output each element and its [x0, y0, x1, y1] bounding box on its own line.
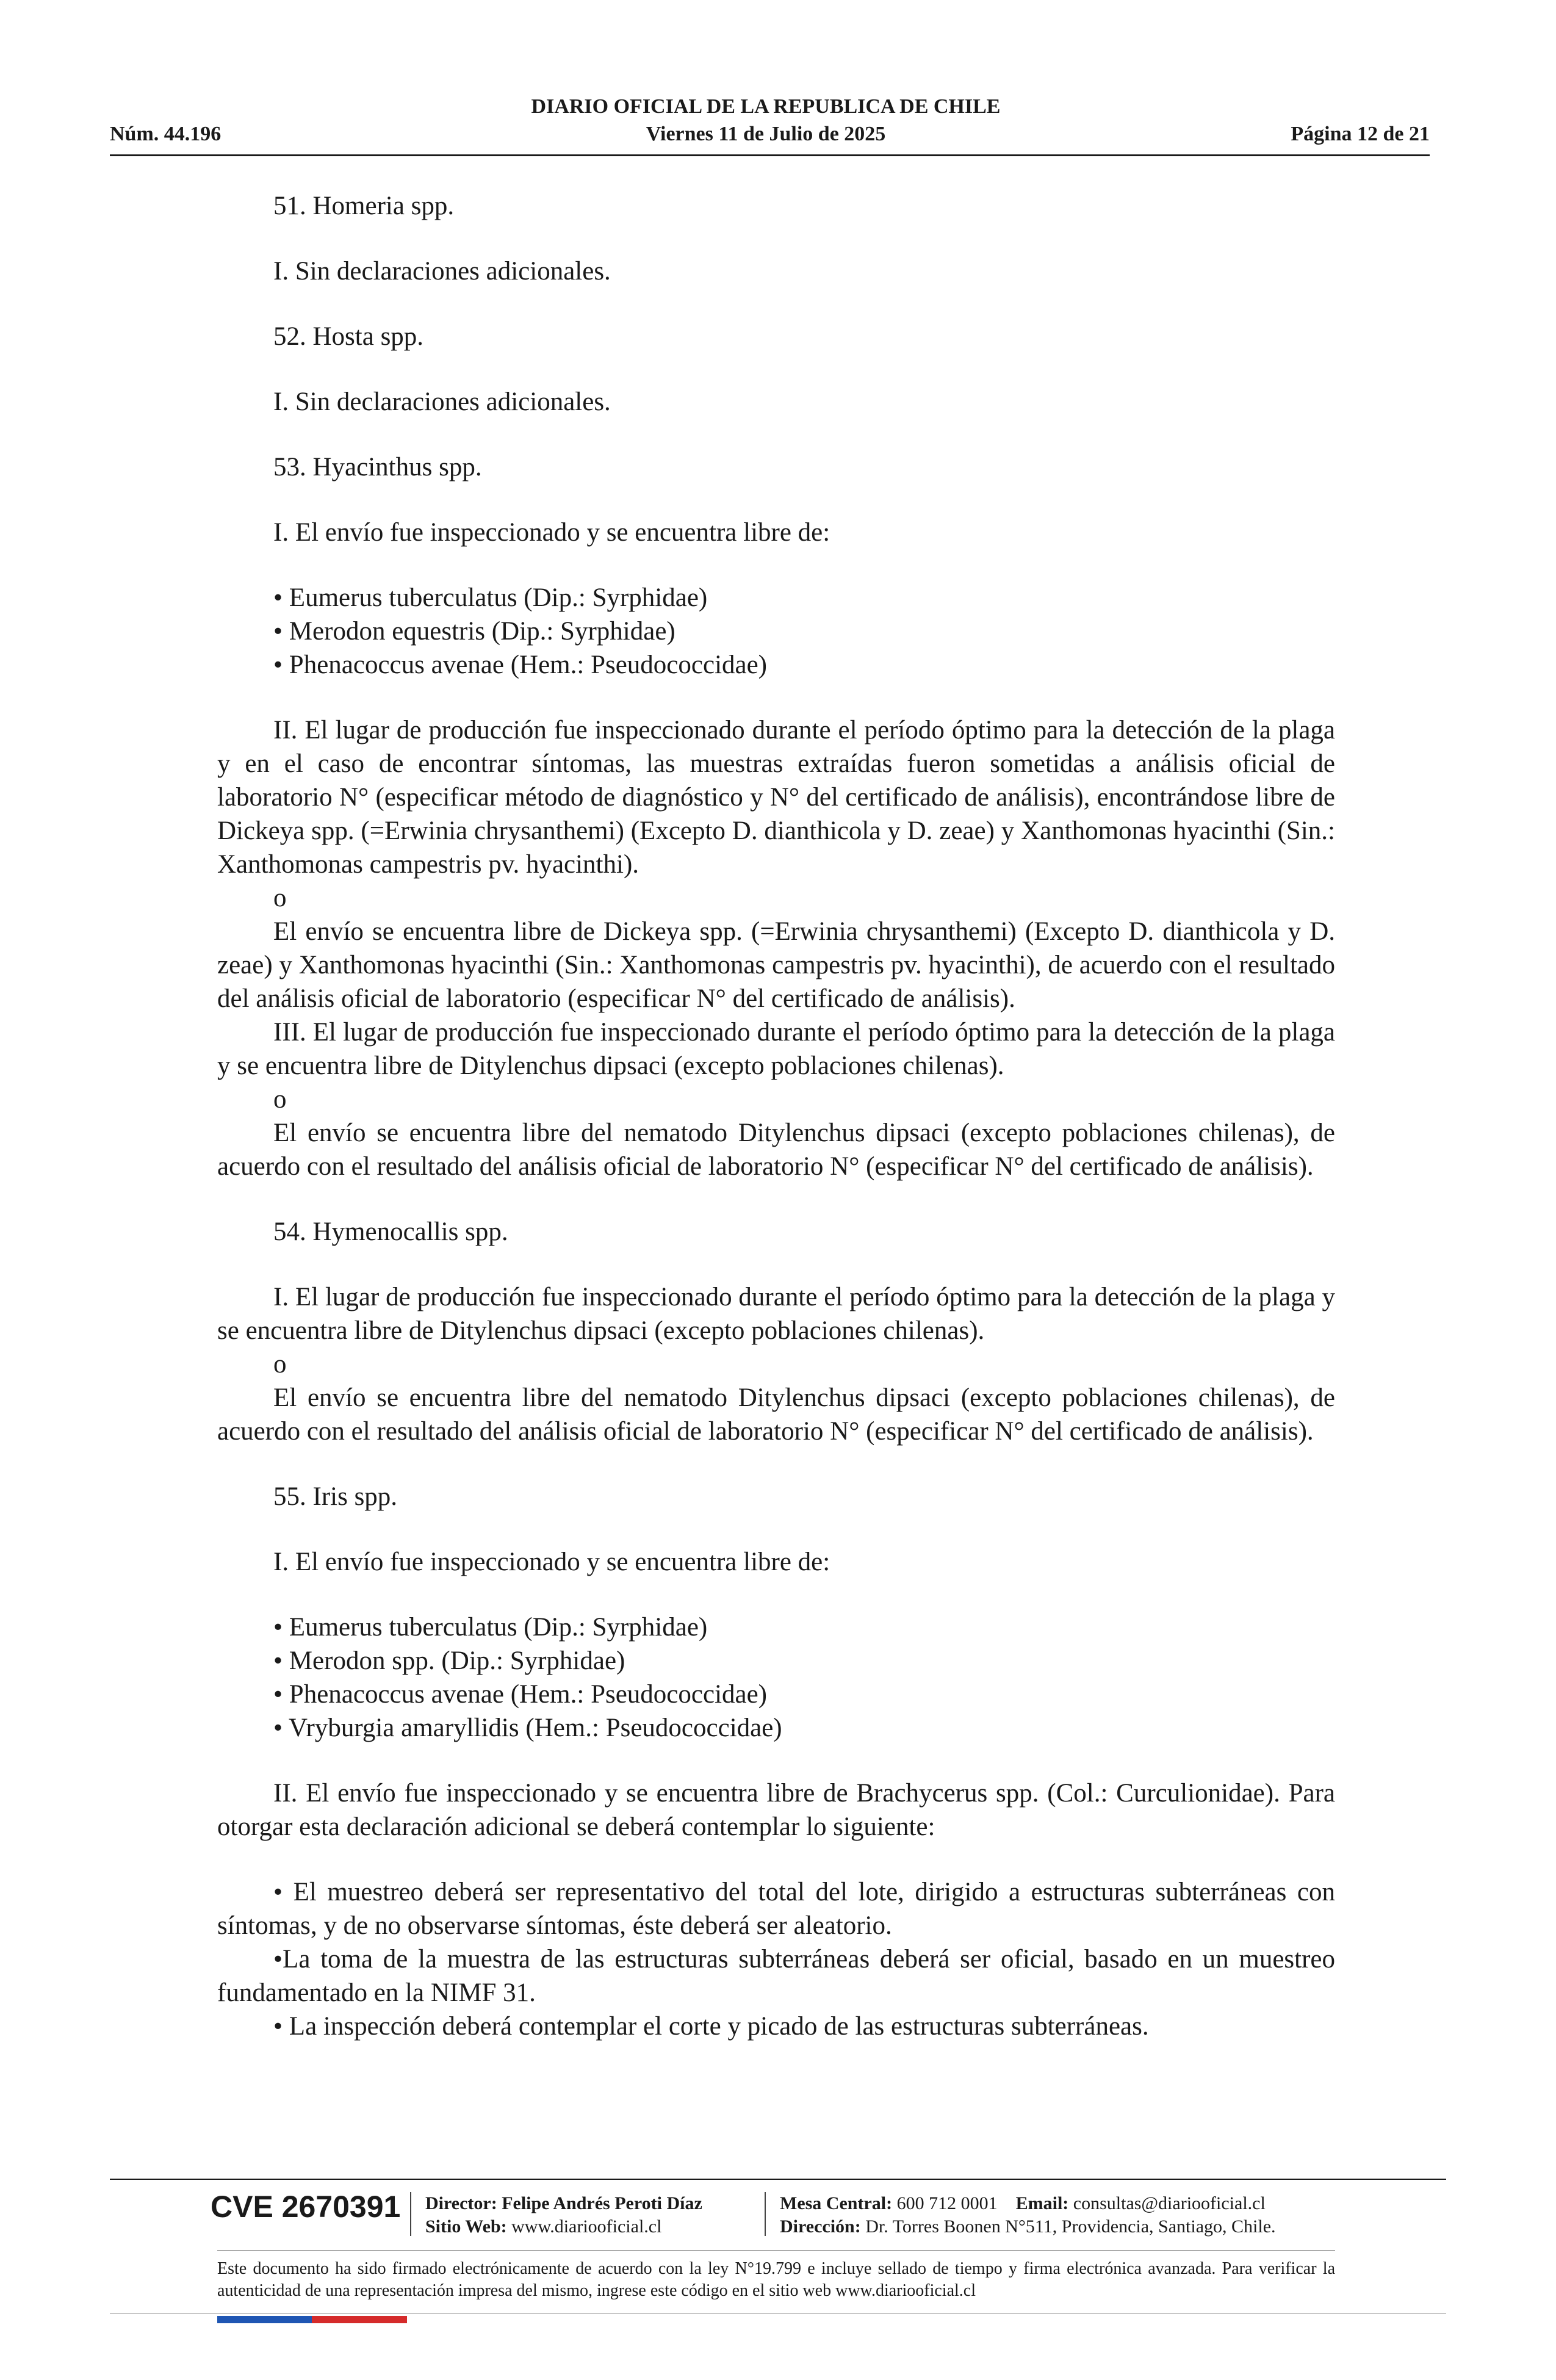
- section-heading-54: 54. Hymenocallis spp.: [273, 1217, 508, 1246]
- section-heading-51: 51. Homeria spp.: [273, 192, 455, 220]
- alternative-marker: o: [273, 1350, 287, 1379]
- list-item: • Eumerus tuberculatus (Dip.: Syrphidae): [273, 1613, 708, 1642]
- cve-code: CVE 2670391: [211, 2190, 401, 2224]
- alternative-marker: o: [273, 1085, 287, 1114]
- issue-number: Núm. 44.196: [110, 123, 222, 145]
- paragraph: I. El envío fue inspeccionado y se encuentra libre de:: [273, 1548, 830, 1576]
- paragraph: I. El lugar de producción fue inspeccionado durante el período óptimo para la detección de la plaga y se encuentra libre de Ditylenchus dipsaci (excepto poblaciones chilenas).: [217, 1283, 1335, 1345]
- section-heading-52: 52. Hosta spp.: [273, 322, 424, 351]
- list-item: • Eumerus tuberculatus (Dip.: Syrphidae): [273, 583, 708, 612]
- email-link[interactable]: consultas@diariooficial.cl: [1073, 2193, 1266, 2213]
- list-item: • La inspección deberá contemplar el corte y picado de las estructuras subterráneas.: [273, 2012, 1149, 2041]
- footer-address: [780, 2215, 1276, 2238]
- footer-separator: [765, 2192, 766, 2236]
- footer-contact: [780, 2192, 1266, 2215]
- paragraph: I. Sin declaraciones adicionales.: [273, 388, 611, 416]
- list-item: • Merodon spp. (Dip.: Syrphidae): [273, 1646, 625, 1675]
- page-indicator: Página 12 de 21: [1291, 123, 1430, 145]
- director-name: Felipe Andrés Peroti Díaz: [502, 2193, 702, 2213]
- footer-thin-divider: [217, 2250, 1335, 2251]
- header-divider: [110, 154, 1430, 156]
- footer-divider: [110, 2179, 1446, 2180]
- list-item: • Merodon equestris (Dip.: Syrphidae): [273, 617, 675, 646]
- paragraph: I. Sin declaraciones adicionales.: [273, 257, 611, 286]
- flag-stripe-blue: [217, 2316, 312, 2323]
- website-link[interactable]: www.diariooficial.cl: [511, 2216, 662, 2237]
- document-body: [217, 189, 1335, 2043]
- list-item: • Vryburgia amaryllidis (Hem.: Pseudococcidae): [273, 1714, 782, 1742]
- alternative-marker: o: [273, 884, 287, 912]
- issue-date: Viernes 11 de Julio de 2025: [646, 123, 886, 145]
- flag-stripe-red: [312, 2316, 407, 2323]
- paragraph: El envío se encuentra libre del nematodo Ditylenchus dipsaci (excepto poblaciones chilenas), de acuerdo con el resultado del análisis oficial de laboratorio N° (especificar N° del certificado de análisis).: [217, 1119, 1335, 1181]
- legal-notice: Este documento ha sido firmado electrónicamente de acuerdo con la ley N°19.799 e incluye sellado de tiempo y firma electrónica avanzada. Para verificar la autenticidad de una representación impresa del mismo, ingrese este código en el sitio web www.diariooficial.cl: [217, 2259, 1335, 2300]
- list-item: • Phenacoccus avenae (Hem.: Pseudococcidae): [273, 1680, 768, 1709]
- director-label: Director:: [425, 2193, 497, 2213]
- paragraph: El envío se encuentra libre del nematodo Ditylenchus dipsaci (excepto poblaciones chilenas), de acuerdo con el resultado del análisis oficial de laboratorio N° (especificar N° del certificado de análisis).: [217, 1383, 1335, 1446]
- paragraph: III. El lugar de producción fue inspeccionado durante el período óptimo para la detección de la plaga y se encuentra libre de Ditylenchus dipsaci (excepto poblaciones chilenas).: [217, 1018, 1335, 1080]
- paragraph: II. El envío fue inspeccionado y se encuentra libre de Brachycerus spp. (Col.: Curculionidae). Para otorgar esta declaración adicional se deberá contemplar lo siguiente:: [217, 1779, 1335, 1841]
- section-heading-55: 55. Iris spp.: [273, 1482, 398, 1511]
- newspaper-title: DIARIO OFICIAL DE LA REPUBLICA DE CHILE: [531, 95, 1001, 118]
- footer-separator: [410, 2192, 411, 2236]
- address-label: Dirección:: [780, 2216, 861, 2237]
- section-heading-53: 53. Hyacinthus spp.: [273, 453, 482, 481]
- phone-label: Mesa Central:: [780, 2193, 893, 2213]
- paragraph: I. El envío fue inspeccionado y se encuentra libre de:: [273, 518, 830, 547]
- paragraph: II. El lugar de producción fue inspeccionado durante el período óptimo para la detección de la plaga y en el caso de encontrar síntomas, las muestras extraídas fueron sometidas a análisis oficial de laboratorio N° (especificar método de diagnóstico y N° del certificado de análisis), encontrándose libre de Dickeya spp. (=Erwinia chrysanthemi) (Excepto D. dianthicola y D. zeae) y Xanthomonas hyacinthi (Sin.: Xanthomonas campestris pv. hyacinthi).: [217, 716, 1335, 879]
- list-item: • Phenacoccus avenae (Hem.: Pseudococcidae): [273, 651, 768, 679]
- phone-number: 600 712 0001: [896, 2193, 998, 2213]
- list-item: • El muestreo deberá ser representativo del total del lote, dirigido a estructuras subterráneas con síntomas, y de no observarse síntomas, éste deberá ser aleatorio.: [217, 1878, 1335, 1940]
- footer-website: [425, 2215, 661, 2238]
- address-value: Dr. Torres Boonen N°511, Providencia, Santiago, Chile.: [865, 2216, 1276, 2237]
- list-item: •La toma de la muestra de las estructuras subterráneas deberá ser oficial, basado en un muestreo fundamentado en la NIMF 31.: [217, 1945, 1335, 2007]
- paragraph: El envío se encuentra libre de Dickeya spp. (=Erwinia chrysanthemi) (Excepto D. dianthicola y D. zeae) y Xanthomonas hyacinthi (Sin.: Xanthomonas campestris pv. hyacinthi), de acuerdo con el resultado del análisis oficial de laboratorio (especificar N° del certificado de análisis).: [217, 917, 1335, 1013]
- footer-director: [425, 2192, 702, 2215]
- website-label: Sitio Web:: [425, 2216, 507, 2237]
- email-label: Email:: [1015, 2193, 1069, 2213]
